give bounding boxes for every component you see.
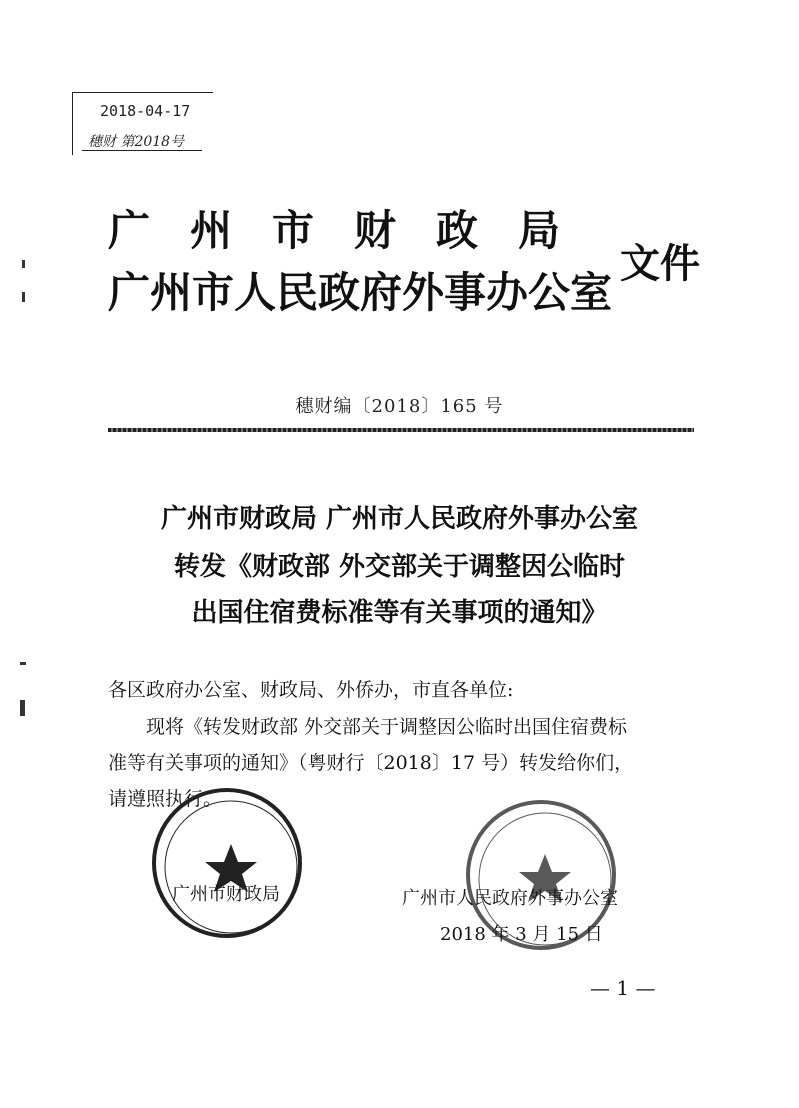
issuer-foreign-affairs-office: 广州市人民政府外事办公室	[108, 268, 613, 317]
scan-edge-mark	[22, 292, 25, 302]
signature-date: 2018 年 3 月 15 日	[440, 924, 603, 945]
paragraph-line-1: 现将《转发财政部 外交部关于调整因公临时出国住宿费标	[146, 716, 628, 738]
header-rule	[108, 428, 694, 432]
title-line-1: 广州市财政局 广州市人民政府外事办公室	[160, 504, 639, 534]
scan-edge-mark	[20, 662, 26, 665]
paragraph-line-3: 请遵照执行。	[108, 788, 223, 810]
signature-foreign-affairs-office: 广州市人民政府外事办公室	[402, 888, 618, 909]
title-line-2: 转发《财政部 外交部关于调整因公临时	[173, 552, 626, 582]
document-number: 穗财编〔2018〕165 号	[295, 396, 504, 417]
star-icon	[156, 792, 306, 942]
receipt-date: 2018-04-17	[100, 102, 191, 120]
scan-edge-mark	[22, 260, 25, 268]
page-number: — 1 —	[590, 976, 656, 1000]
receipt-number: 穗财 第2018号	[88, 134, 185, 150]
scan-edge-mark	[20, 700, 25, 716]
paragraph-line-2: 准等有关事项的通知》（粤财行〔2018〕17 号）转发给你们，	[108, 752, 634, 774]
finance-bureau-seal	[152, 788, 302, 938]
addressee: 各区政府办公室、财政局、外侨办，市直各单位:	[108, 679, 514, 701]
issuer-finance-bureau: 广州市财政局	[108, 206, 601, 255]
signature-finance-bureau: 广州市财政局	[172, 884, 280, 905]
title-line-3: 出国住宿费标准等有关事项的通知》	[191, 598, 608, 628]
file-suffix: 文件	[620, 241, 700, 287]
